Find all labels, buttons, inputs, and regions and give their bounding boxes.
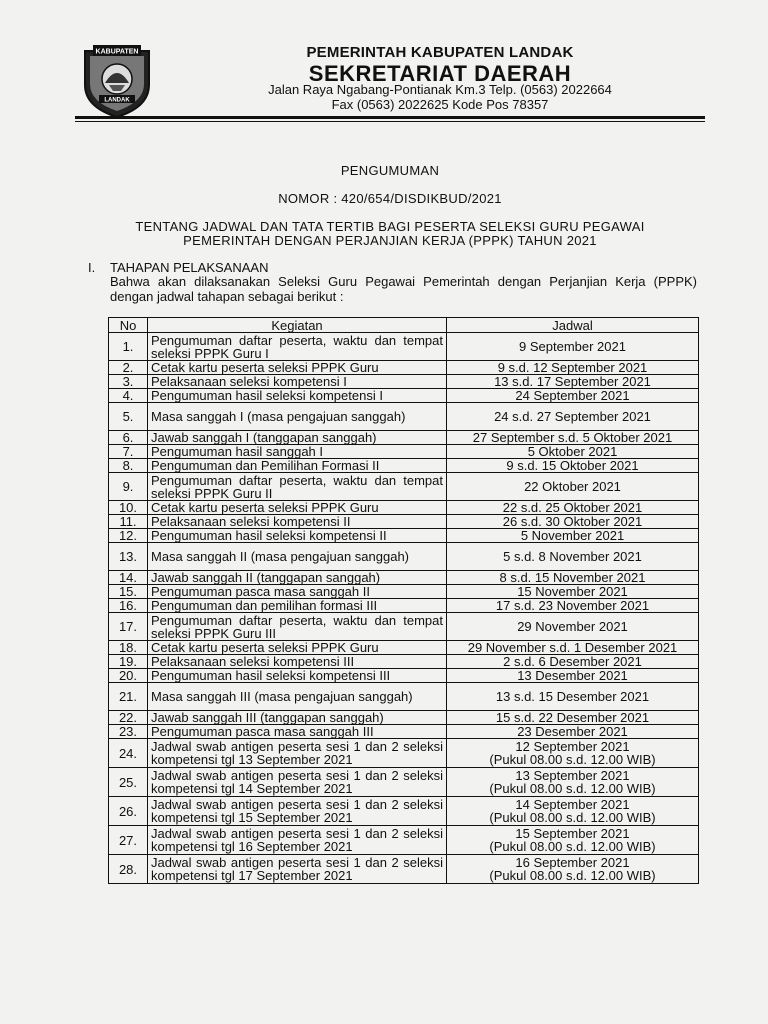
row-jadwal-date: 22 s.d. 25 Oktober 2021 [502,500,643,515]
row-jadwal [447,515,699,529]
table-row [109,768,699,797]
header-jadwal: Jadwal [447,318,699,333]
row-jadwal [447,375,699,389]
row-jadwal-time: (Pukul 08.00 s.d. 12.00 WIB) [489,752,656,767]
row-number: 4. [109,389,148,403]
row-jadwal [447,641,699,655]
table-row [109,683,699,711]
header-no: No [109,318,148,333]
row-jadwal-date: 17 s.d. 23 November 2021 [495,598,650,613]
intro-paragraph: Bahwa akan dilaksanakan Seleksi Guru Pegawai Pemerintah dengan Perjanjian Kerja (PPPK) dengan jadwal tahapan sebagai berikut : [110,274,697,304]
row-jadwal-date: 29 November 2021 [517,619,628,634]
row-jadwal-date: 29 November s.d. 1 Desember 2021 [467,640,678,655]
row-number: 3. [109,375,148,389]
row-jadwal [447,571,699,585]
document-number: NOMOR : 420/654/DISDIKBUD/2021 [278,191,502,206]
row-jadwal [447,445,699,459]
row-jadwal-date: 8 s.d. 15 November 2021 [499,570,646,585]
row-jadwal [447,768,699,797]
row-number: 7. [109,445,148,459]
row-kegiatan: Pengumuman pasca masa sanggah II [148,585,447,599]
row-jadwal-date: 13 Desember 2021 [517,668,628,683]
row-number: 23. [109,725,148,739]
row-jadwal [447,855,699,884]
table-row [109,389,699,403]
table-row [109,613,699,641]
row-kegiatan: Pengumuman hasil seleksi kompetensi I [148,389,447,403]
row-jadwal [447,501,699,515]
row-jadwal-date: 5 November 2021 [520,528,625,543]
row-kegiatan: Pengumuman hasil sanggah I [148,445,447,459]
row-number: 17. [109,613,148,641]
row-kegiatan: Cetak kartu peserta seleksi PPPK Guru [148,641,447,655]
table-row [109,543,699,571]
row-jadwal-date: 9 s.d. 12 September 2021 [497,360,648,375]
row-jadwal [447,655,699,669]
row-jadwal [447,529,699,543]
row-jadwal-date: 24 s.d. 27 September 2021 [494,409,651,424]
letterhead-rule-thin [75,121,705,122]
row-number: 22. [109,711,148,725]
section-heading [88,260,268,275]
table-row [109,403,699,431]
table-row [109,501,699,515]
row-number: 28. [109,855,148,884]
row-number: 16. [109,599,148,613]
row-jadwal-date: 13 September 2021 [515,768,630,783]
table-row [109,515,699,529]
row-jadwal [447,797,699,826]
row-kegiatan: Cetak kartu peserta seleksi PPPK Guru [148,361,447,375]
row-number: 5. [109,403,148,431]
table-row [109,826,699,855]
row-number: 20. [109,669,148,683]
row-kegiatan: Pengumuman daftar peserta, waktu dan tempat seleksi PPPK Guru I [148,333,447,361]
row-jadwal [447,403,699,431]
row-jadwal-time: (Pukul 08.00 s.d. 12.00 WIB) [489,868,656,883]
row-jadwal-date: 23 Desember 2021 [517,724,628,739]
svg-text:KABUPATEN: KABUPATEN [95,48,139,56]
row-kegiatan: Cetak kartu peserta seleksi PPPK Guru [148,501,447,515]
row-kegiatan: Jawab sanggah III (tanggapan sanggah) [148,711,447,725]
row-number: 25. [109,768,148,797]
row-number: 2. [109,361,148,375]
row-jadwal-date: 9 September 2021 [519,339,626,354]
row-number: 18. [109,641,148,655]
row-jadwal-date: 22 Oktober 2021 [524,479,621,494]
table-row [109,599,699,613]
table-row [109,725,699,739]
table-row [109,571,699,585]
row-number: 8. [109,459,148,473]
table-row [109,361,699,375]
row-jadwal-date: 5 Oktober 2021 [527,444,618,459]
row-kegiatan: Pelaksanaan seleksi kompetensi I [148,375,447,389]
row-kegiatan: Pengumuman daftar peserta, waktu dan tempat seleksi PPPK Guru III [148,613,447,641]
row-kegiatan: Masa sanggah I (masa pengajuan sanggah) [148,403,447,431]
row-jadwal [447,683,699,711]
row-jadwal [447,599,699,613]
row-jadwal-date: 15 September 2021 [515,826,630,841]
row-number: 19. [109,655,148,669]
row-kegiatan: Masa sanggah III (masa pengajuan sanggah) [148,683,447,711]
government-name: PEMERINTAH KABUPATEN LANDAK [306,44,574,61]
row-jadwal [447,613,699,641]
row-jadwal [447,543,699,571]
letterhead-rule-thick [75,116,705,119]
row-kegiatan: Jadwal swab antigen peserta sesi 1 dan 2 seleksi kompetensi tgl 17 September 2021 [148,855,447,884]
schedule-table [108,317,699,884]
table-row [109,669,699,683]
row-kegiatan: Jadwal swab antigen peserta sesi 1 dan 2 seleksi kompetensi tgl 13 September 2021 [148,739,447,768]
row-jadwal-date: 14 September 2021 [515,797,630,812]
section-number: I. [88,260,96,275]
document-title: PENGUMUMAN [340,163,440,178]
row-number: 14. [109,571,148,585]
table-row [109,445,699,459]
row-jadwal-date: 26 s.d. 30 Oktober 2021 [502,514,643,529]
table-row [109,431,699,445]
table-row [109,655,699,669]
row-kegiatan: Pengumuman pasca masa sanggah III [148,725,447,739]
row-jadwal [447,585,699,599]
table-row [109,529,699,543]
row-kegiatan: Jadwal swab antigen peserta sesi 1 dan 2 seleksi kompetensi tgl 14 September 2021 [148,768,447,797]
row-jadwal [447,333,699,361]
row-jadwal-date: 15 November 2021 [517,584,628,599]
table-row [109,739,699,768]
section-title: TAHAPAN PELAKSANAAN [110,260,269,275]
table-row [109,459,699,473]
row-jadwal-date: 12 September 2021 [515,739,630,754]
row-number: 1. [109,333,148,361]
row-kegiatan: Pengumuman hasil seleksi kompetensi III [148,669,447,683]
row-jadwal-time: (Pukul 08.00 s.d. 12.00 WIB) [489,781,656,796]
office-name: SEKRETARIAT DAERAH [308,61,572,86]
row-number: 9. [109,473,148,501]
table-row [109,473,699,501]
row-number: 15. [109,585,148,599]
row-jadwal [447,739,699,768]
row-jadwal-date: 24 September 2021 [515,388,630,403]
table-row [109,711,699,725]
document-subject-line2: PEMERINTAH DENGAN PERJANJIAN KERJA (PPPK) TAHUN 2021 [183,233,597,248]
table-row [109,585,699,599]
row-kegiatan: Pelaksanaan seleksi kompetensi II [148,515,447,529]
office-fax: Fax (0563) 2022625 Kode Pos 78357 [331,97,549,112]
row-jadwal-date: 13 s.d. 17 September 2021 [494,374,651,389]
row-number: 11. [109,515,148,529]
row-number: 13. [109,543,148,571]
row-jadwal [447,826,699,855]
table-header-row [109,318,699,333]
row-jadwal-time: (Pukul 08.00 s.d. 12.00 WIB) [489,839,656,854]
table-row [109,641,699,655]
row-jadwal [447,389,699,403]
row-kegiatan: Pengumuman hasil seleksi kompetensi II [148,529,447,543]
row-kegiatan: Pelaksanaan seleksi kompetensi III [148,655,447,669]
row-kegiatan: Pengumuman dan Pemilihan Formasi II [148,459,447,473]
row-jadwal-date: 5 s.d. 8 November 2021 [503,549,642,564]
document-subject-line1: TENTANG JADWAL DAN TATA TERTIB BAGI PESERTA SELEKSI GURU PEGAWAI [135,219,645,234]
row-jadwal [447,669,699,683]
row-jadwal-date: 15 s.d. 22 Desember 2021 [495,710,650,725]
row-jadwal-date: 2 s.d. 6 Desember 2021 [503,654,642,669]
row-number: 24. [109,739,148,768]
row-jadwal [447,459,699,473]
office-address: Jalan Raya Ngabang-Pontianak Km.3 Telp. (0563) 2022664 [268,82,612,97]
row-jadwal [447,431,699,445]
table-row [109,333,699,361]
row-kegiatan: Pengumuman dan pemilihan formasi III [148,599,447,613]
row-number: 21. [109,683,148,711]
row-jadwal-date: 16 September 2021 [515,855,630,870]
row-kegiatan: Jawab sanggah I (tanggapan sanggah) [148,431,447,445]
row-jadwal-date: 27 September s.d. 5 Oktober 2021 [472,430,673,445]
row-jadwal [447,725,699,739]
row-jadwal-date: 13 s.d. 15 Desember 2021 [495,689,650,704]
row-jadwal [447,473,699,501]
row-jadwal [447,361,699,375]
row-number: 12. [109,529,148,543]
table-row [109,375,699,389]
row-kegiatan: Pengumuman daftar peserta, waktu dan tempat seleksi PPPK Guru II [148,473,447,501]
landak-regency-logo [79,41,155,119]
row-number: 26. [109,797,148,826]
row-number: 6. [109,431,148,445]
svg-text:LANDAK: LANDAK [104,97,130,104]
row-kegiatan: Jawab sanggah II (tanggapan sanggah) [148,571,447,585]
table-row [109,855,699,884]
row-number: 10. [109,501,148,515]
row-jadwal [447,711,699,725]
row-jadwal-time: (Pukul 08.00 s.d. 12.00 WIB) [489,810,656,825]
header-kegiatan: Kegiatan [148,318,447,333]
row-kegiatan: Masa sanggah II (masa pengajuan sanggah) [148,543,447,571]
row-kegiatan: Jadwal swab antigen peserta sesi 1 dan 2 seleksi kompetensi tgl 16 September 2021 [148,826,447,855]
row-number: 27. [109,826,148,855]
row-jadwal-date: 9 s.d. 15 Oktober 2021 [506,458,639,473]
table-row [109,797,699,826]
row-kegiatan: Jadwal swab antigen peserta sesi 1 dan 2 seleksi kompetensi tgl 15 September 2021 [148,797,447,826]
